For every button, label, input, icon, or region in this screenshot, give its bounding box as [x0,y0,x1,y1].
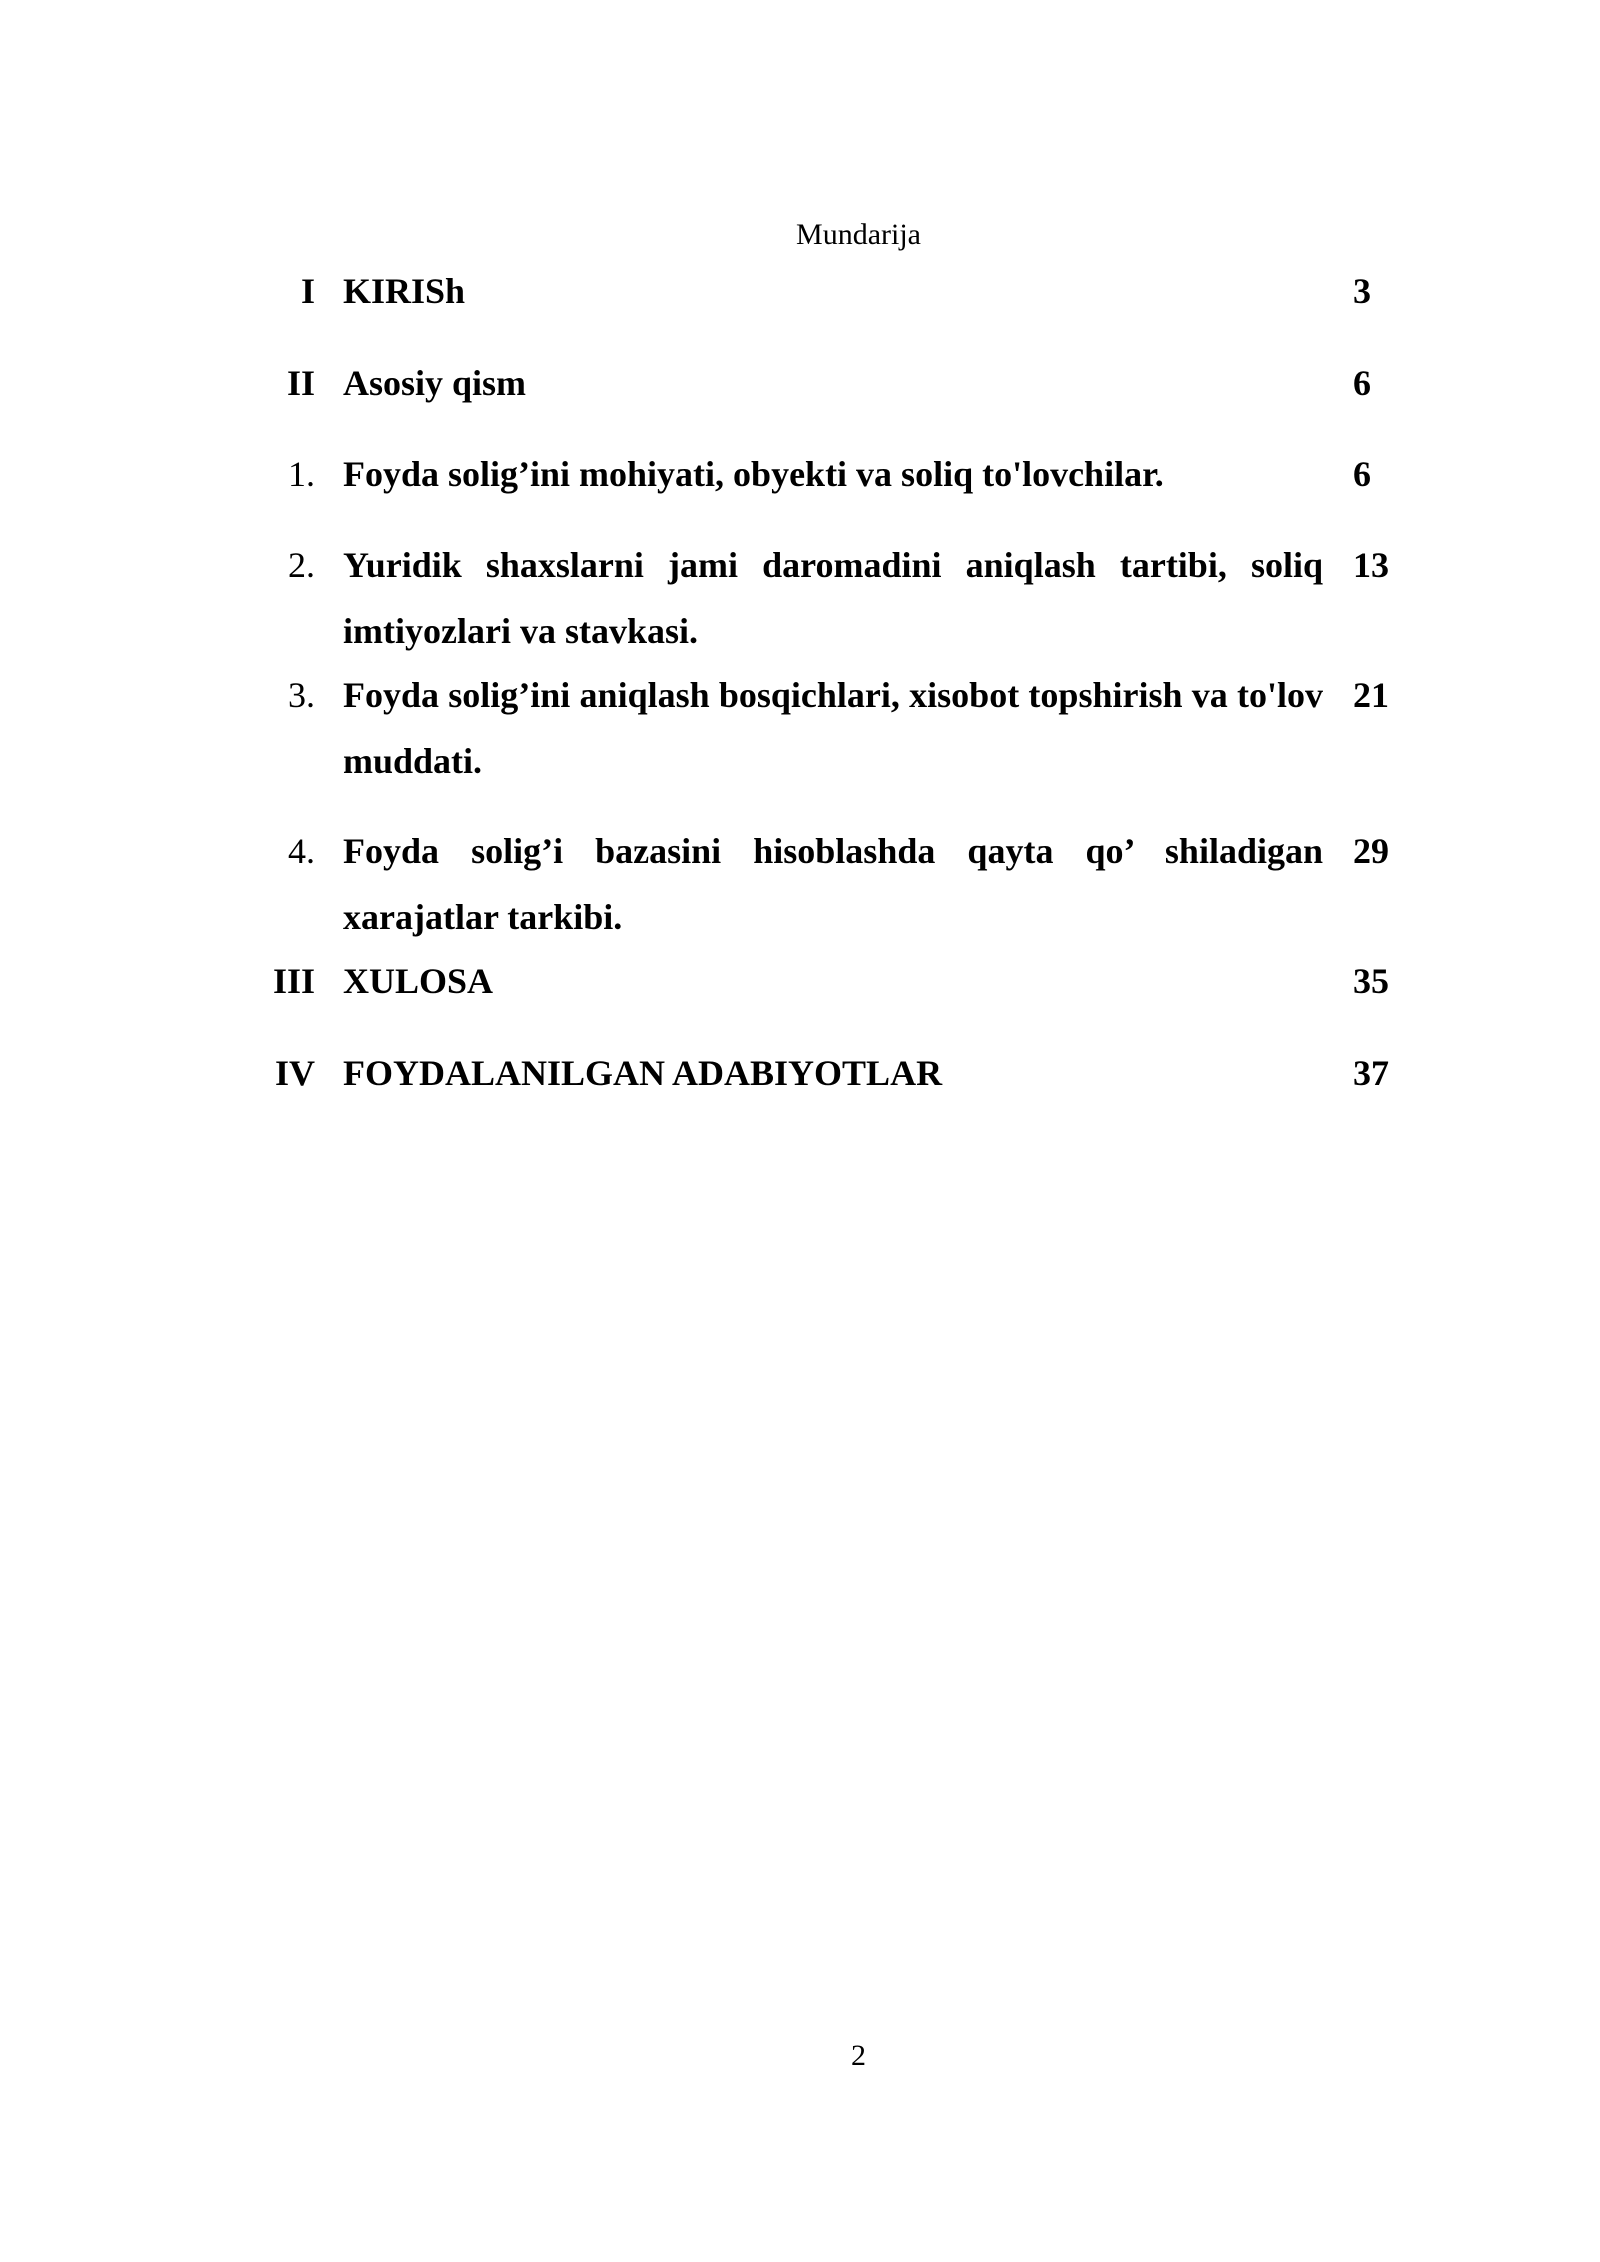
toc-entry-number: 2. [288,545,315,585]
toc-entry-page: 13 [1353,545,1389,585]
toc-entry-number: 1. [288,454,315,494]
toc-entry-number: 4. [288,831,315,871]
toc-entry-page: 21 [1353,675,1389,715]
toc-entry-page: 6 [1353,454,1371,494]
document-heading: Mundarija [796,218,921,251]
page-number: 2 [851,2039,866,2072]
toc-entry-page: 29 [1353,831,1389,871]
toc-entry-number: IV [274,1053,315,1093]
toc-entry-title: KIRISh [343,271,466,311]
toc-entry-page: 37 [1353,1053,1389,1093]
toc-entry-title: XULOSA [343,961,494,1001]
toc-entry-title: Foyda solig’ini aniqlash bosqichlari, xisobot topshirish va to'lov muddati. [343,675,1323,781]
toc-entry-number: 3. [288,675,315,715]
toc-entry-title: Asosiy qism [343,363,527,403]
toc-entry-number: I [300,271,315,311]
toc-entry-title: Foyda solig’i bazasini hisoblashda qayta qo’ shiladigan xarajatlar tarkibi. [343,831,1323,937]
toc-entry-title: FOYDALANILGAN ADABIYOTLAR [343,1053,943,1093]
toc-entry-number: III [272,961,315,1001]
toc-entry-title: Foyda solig’ini mohiyati, obyekti va soliq to'lovchilar. [343,454,1164,494]
toc-entry-number: II [286,363,315,403]
toc-entry-page: 35 [1353,961,1389,1001]
toc-entry-title: Yuridik shaxslarni jami daromadini aniqlash tartibi, soliq imtiyozlari va stavkasi. [343,545,1323,651]
toc-entry-page: 6 [1353,363,1371,403]
toc-entry-page: 3 [1353,271,1371,311]
